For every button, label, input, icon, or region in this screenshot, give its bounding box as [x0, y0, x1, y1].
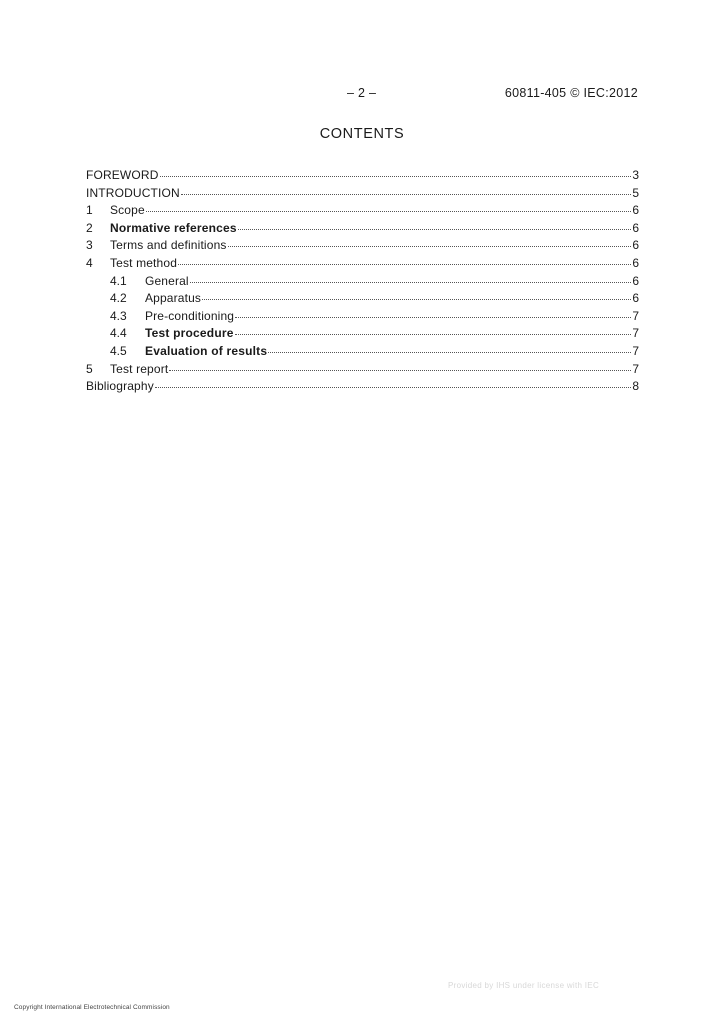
toc-entry-title: Test report [110, 361, 169, 376]
toc-entry-page: 6 [632, 238, 639, 253]
toc-entry-number: 4 [86, 255, 93, 270]
toc-entry-title: Test method [110, 255, 178, 270]
toc-entry-number: 5 [86, 361, 93, 376]
dot-leader [228, 234, 632, 247]
toc-entry-page: 6 [632, 273, 639, 288]
page-number: – 2 – [347, 86, 377, 100]
toc-entry-number: 4.3 [110, 308, 127, 323]
toc-entry-title: Scope [110, 203, 145, 218]
toc-entry-title: Apparatus [145, 291, 202, 306]
copyright-notice: Copyright International Electrotechnical Commission [14, 1004, 170, 1011]
toc-entry-number: 4.5 [110, 343, 127, 358]
toc-entry-title: Normative references [110, 220, 237, 235]
dot-leader [202, 287, 631, 300]
dot-leader [235, 322, 632, 335]
toc-entry-title: INTRODUCTION [86, 185, 180, 200]
toc-entry-page: 8 [632, 379, 639, 394]
dot-leader [190, 270, 632, 283]
toc-entry-page: 7 [632, 343, 639, 358]
toc-entry-page: 6 [632, 220, 639, 235]
toc-entry[interactable] [86, 377, 639, 395]
toc-entry-title: Pre-conditioning [145, 308, 235, 323]
toc-entry-title: Terms and definitions [110, 238, 227, 253]
table-of-contents [86, 166, 639, 395]
toc-entry-title: Evaluation of results [145, 343, 268, 358]
dot-leader [181, 182, 632, 195]
dot-leader [268, 340, 631, 353]
toc-entry-number: 1 [86, 203, 93, 218]
dot-leader [169, 358, 631, 371]
dot-leader [178, 252, 631, 265]
contents-heading: CONTENTS [319, 126, 405, 142]
toc-entry-page: 7 [632, 308, 639, 323]
toc-entry-number: 4.4 [110, 326, 127, 341]
toc-entry-page: 6 [632, 203, 639, 218]
toc-entry-title: Bibliography [86, 379, 154, 394]
toc-entry-page: 5 [632, 185, 639, 200]
document-reference: 60811-405 © IEC:2012 [504, 86, 638, 100]
toc-entry-page: 3 [632, 168, 639, 182]
dot-leader [238, 217, 632, 230]
dot-leader [146, 199, 632, 212]
license-watermark: Provided by IHS under license with IEC [448, 981, 600, 990]
toc-entry-page: 6 [632, 255, 639, 270]
toc-entry-page: 7 [632, 361, 639, 376]
toc-entry-page: 6 [632, 291, 639, 306]
toc-entry-title: FOREWORD [86, 168, 159, 182]
toc-entry-title: General [145, 273, 189, 288]
toc-entry-number: 4.1 [110, 273, 127, 288]
toc-entry-page: 7 [632, 326, 639, 341]
dot-leader [155, 375, 631, 388]
dot-leader [160, 164, 632, 177]
toc-entry-number: 4.2 [110, 291, 127, 306]
toc-entry-title: Test procedure [145, 326, 234, 341]
toc-entry-number: 3 [86, 238, 93, 253]
page-header [0, 86, 724, 104]
toc-entry-number: 2 [86, 220, 93, 235]
dot-leader [235, 305, 631, 318]
